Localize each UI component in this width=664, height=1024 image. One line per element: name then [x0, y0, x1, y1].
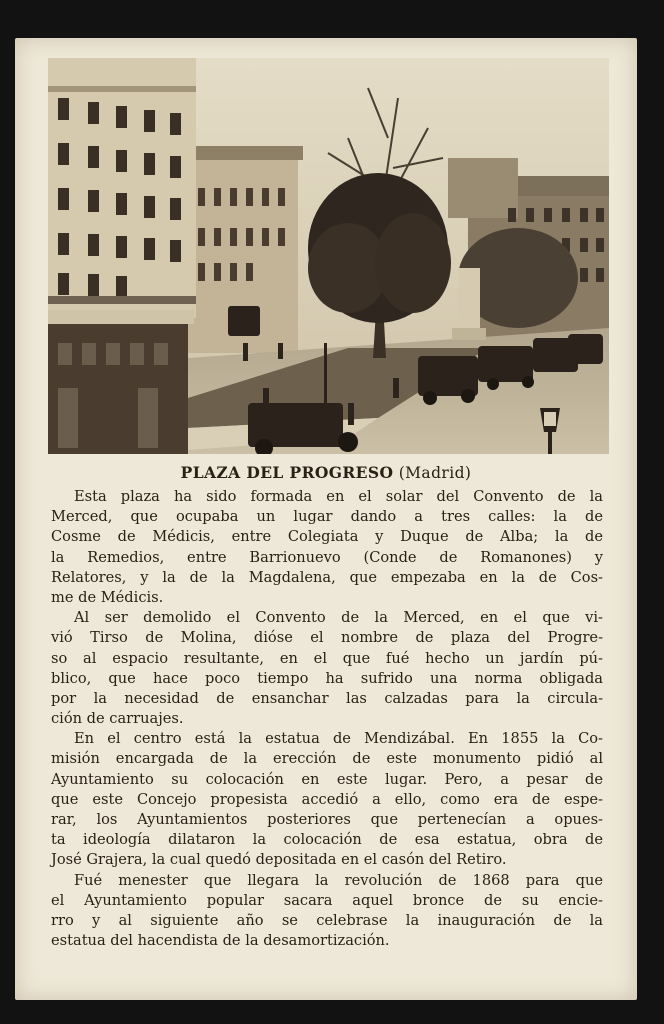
- text-line: Esta plaza ha sido formada en el solar del Convento de la: [74, 488, 603, 505]
- plaza-photo-image: [48, 58, 609, 454]
- text-line: rar, los Ayuntamientos posteriores que pertenecían a opues-: [51, 811, 603, 828]
- text-line: Cosme de Médicis, entre Colegiata y Duque de Alba; la de: [51, 528, 603, 546]
- text-line: misión encargada de la erección de este monumento pidió al: [51, 750, 603, 768]
- caption-place: (Madrid): [398, 464, 472, 482]
- text-line: la Remedios, entre Barrionuevo (Conde de Romanones) y: [51, 548, 603, 566]
- text-line: Fué menester que llegara la revolución de 1868 para que: [74, 871, 603, 889]
- text-line: ta ideología dilataron la colocación de esa estatua, obra de: [51, 831, 603, 849]
- text-line: me de Médicis.: [51, 588, 164, 606]
- text-line: Relatores, y la de la Magdalena, que empezaba en la de Cos-: [51, 568, 603, 586]
- text-line: el Ayuntamiento popular sacara aquel bronce de su encie-: [51, 891, 603, 909]
- text-line: so al espacio resultante, en el que fué hecho un jardín pú-: [51, 649, 603, 667]
- text-line: En el centro está la estatua de Mendizábal. En 1855 la Co-: [74, 730, 603, 748]
- postcard: [15, 38, 637, 1000]
- text-line: Merced, que ocupaba un lugar dando a tres calles: la de: [51, 508, 603, 526]
- text-line: José Grajera, la cual quedó depositada en el casón del Retiro.: [51, 851, 507, 869]
- text-line: por la necesidad de ensanchar las calzadas para la circula-: [51, 689, 603, 707]
- text-line: ción de carruajes.: [51, 710, 184, 728]
- caption-title: PLAZA DEL PROGRESO: [180, 463, 394, 482]
- text-line: blico, que hace poco tiempo ha sufrido una norma obligada: [51, 669, 603, 687]
- body-text: [51, 487, 603, 951]
- text-line: Al ser demolido el Convento de la Merced, en el que vi-: [74, 609, 603, 627]
- text-line: rro y al siguiente año se celebrase la inauguración de la: [51, 911, 603, 929]
- text-line: vió Tirso de Molina, dióse el nombre de plaza del Progre-: [51, 629, 603, 647]
- text-line: que este Concejo propesista accedió a ello, como era de espe-: [51, 790, 603, 808]
- text-line: Ayuntamiento su colocación en este lugar. Pero, a pesar de: [51, 770, 603, 788]
- text-line: estatua del hacendista de la desamortización.: [51, 932, 390, 950]
- caption: [15, 463, 637, 482]
- plaza-photograph: [48, 58, 609, 454]
